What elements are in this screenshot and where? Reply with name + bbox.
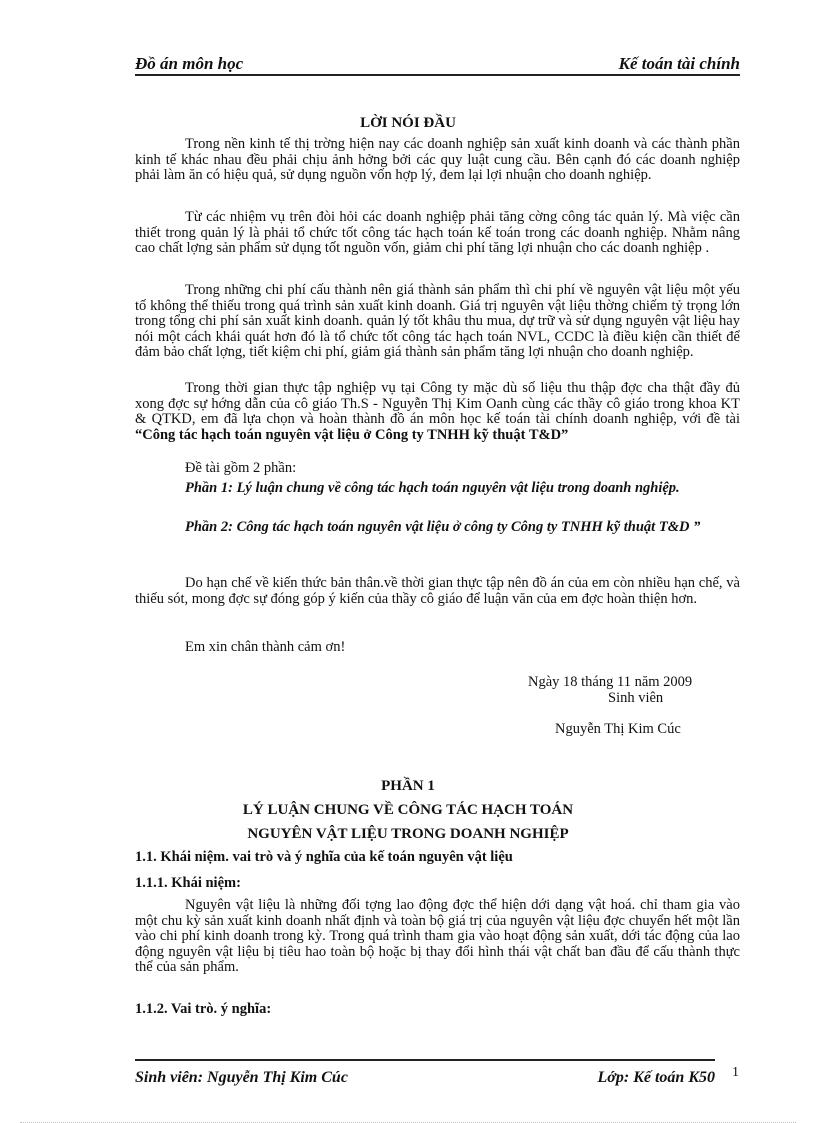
part-1-title-line-2: NGUYÊN VẬT LIỆU TRONG DOANH NGHIỆP xyxy=(247,826,569,842)
page-header xyxy=(135,52,740,76)
paragraph-4-text: Trong thời gian thực tập nghiệp vụ tại Công ty mặc dù số liệu thu thập đợc cha thật đầy đủ xong đợc sự hớng dẫn của cô giáo Th.S - Nguyễn Thị Kim Oanh cùng các thầy cô giáo trong khoa KT & QTKD, em đã lựa chọn và hoàn thành đồ án môn học kế toán tài chính doanh nghiệp, với đề tài xyxy=(135,380,740,427)
part-2-description: Phần 2: Công tác hạch toán nguyên vật liệu ở công ty Công ty TNHH kỹ thuật T&D ” xyxy=(185,519,701,535)
signature-role: Sinh viên xyxy=(608,690,664,706)
part-1-title-line-1: LÝ LUẬN CHUNG VỀ CÔNG TÁC HẠCH TOÁN xyxy=(242,802,574,818)
thesis-topic: “Công tác hạch toán nguyên vật liệu ở Công ty TNHH kỹ thuật T&D” xyxy=(135,426,569,443)
part-1-label: PHẦN 1 xyxy=(381,778,435,794)
section-1-1-2-heading: 1.1.2. Vai trò. ý nghĩa: xyxy=(135,1001,272,1017)
page-footer xyxy=(135,1059,715,1086)
paragraph-5: Đề tài gồm 2 phần: xyxy=(185,460,297,476)
page-number: 1 xyxy=(732,1065,739,1080)
paragraph-4 xyxy=(135,381,740,443)
section-1-1-1-heading: 1.1.1. Khái niệm: xyxy=(135,875,241,891)
header-right: Kế toán tài chính xyxy=(618,54,740,73)
signature-date: Ngày 18 tháng 11 năm 2009 xyxy=(528,674,693,690)
header-left: Đồ án môn học xyxy=(135,54,244,73)
paragraph-7: Em xin chân thành cảm ơn! xyxy=(185,639,346,655)
signature-name: Nguyễn Thị Kim Cúc xyxy=(555,721,681,737)
section-1-1-1-body: Nguyên vật liệu là những đối tợng lao động đợc thể hiện dới dạng vật hoá. chỉ tham gia vào một chu kỳ sản xuất kinh doanh nhất định và toàn bộ giá trị của nguyên vật liệu đợc chuyển hết một lần vào chi phí kinh doanh trong kỳ. Trong quá trình tham gia vào hoạt động sản xuất, dới tác động của lao động nguyên vật liệu bị tiêu hao toàn bộ hoặc bị thay đổi hình thái vật chất ban đầu để cấu thành thực thể của sản phẩm. xyxy=(135,897,740,975)
section-1-1-heading: 1.1. Khái niệm. vai trò và ý nghĩa của kế toán nguyên vật liệu xyxy=(135,849,513,865)
paragraph-6: Do hạn chế về kiến thức bản thân.về thời gian thực tập nên đồ án của em còn nhiều hạn chế, và thiếu sót, mong đợc sự đóng góp ý kiến của thầy cô giáo để luận văn của em đợc hoàn thiện hơn. xyxy=(135,575,740,607)
footer-class: Lớp: Kế toán K50 xyxy=(597,1069,715,1086)
part-1-description: Phần 1: Lý luận chung về công tác hạch toán nguyên vật liệu trong doanh nghiệp. xyxy=(185,480,680,496)
paragraph-1: Trong nền kinh tế thị trờng hiện nay các doanh nghiệp sản xuất kinh doanh và các thành phần kinh tế khác nhau đều phải chịu ảnh hởng bởi các quy luật cung cầu. Bên cạnh đó các doanh nghiệp phải làm ăn có hiệu quả, sử dụng nguồn vốn hợp lý, đem lại lợi nhuận cho doanh nghiệp. xyxy=(135,136,740,183)
footer-student: Sinh viên: Nguyễn Thị Kim Cúc xyxy=(135,1069,348,1086)
paragraph-3: Trong những chi phí cấu thành nên giá thành sản phẩm thì chi phí về nguyên vật liệu một yếu tố không thể thiếu trong quá trình sản xuất kinh doanh. Giá trị nguyên vật liệu thờng chiếm tỷ trọng lớn trong tổng chi phí sản xuất kinh doanh. quản lý tốt khâu thu mua, dự trữ và sử dụng nguyên vật liệu hay nói một cách khái quát hơn đó là tổ chức tốt công tác hạch toán NVL, CCDC là điều kiện cần thiết để đảm bảo chất lợng, tiết kiệm chi phí, giảm giá thành sản phẩm tăng lợi nhuận cho doanh nghiệp. xyxy=(135,282,740,360)
intro-title: LỜI NÓI ĐẦU xyxy=(360,115,456,131)
paragraph-2: Từ các nhiệm vụ trên đòi hỏi các doanh nghiệp phải tăng cờng công tác quản lý. Mà việc cần thiết trong quản lý là phải tổ chức tốt công tác hạch toán kế toán trong các doanh nghiệp. Nhằm nâng cao chất lợng sản phẩm sử dụng tốt nguồn vốn, giảm chi phí tăng lợi nhuận cho các doanh nghiệp . xyxy=(135,209,740,256)
